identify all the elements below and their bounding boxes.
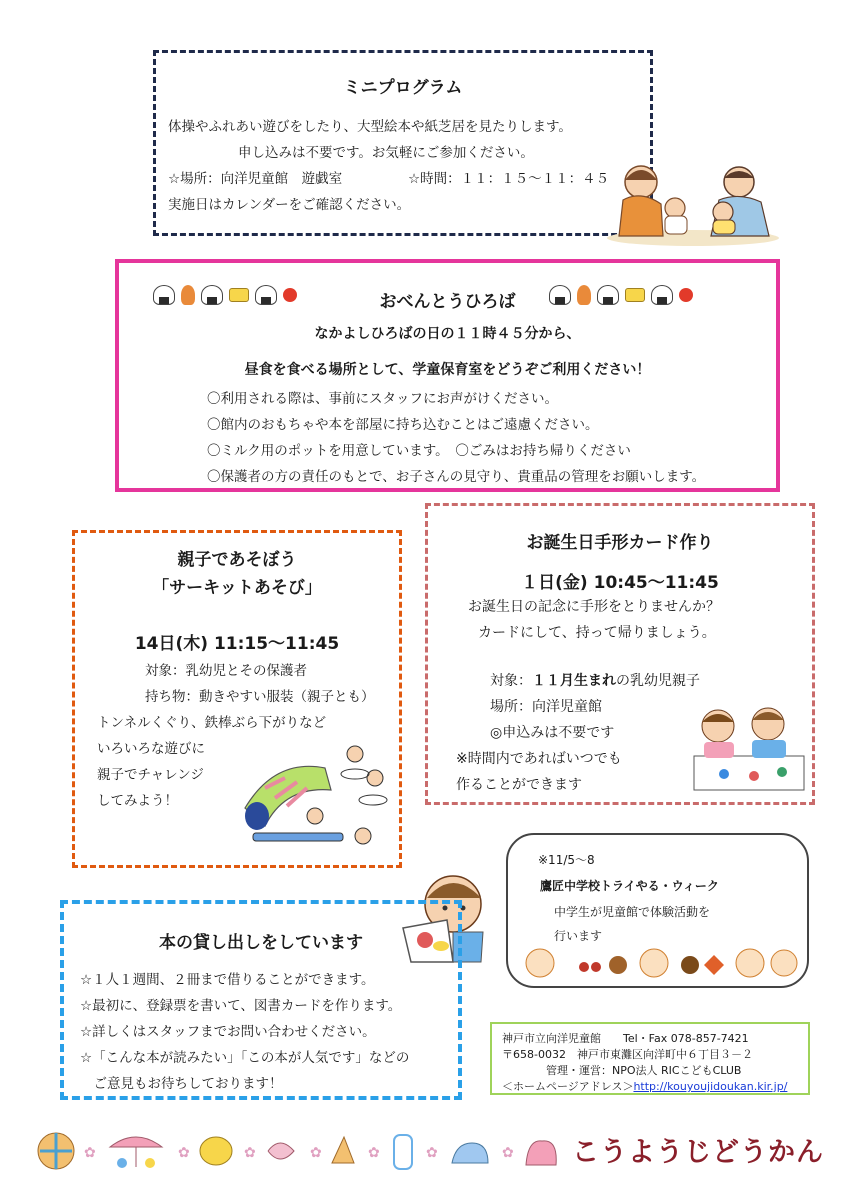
obento-item: 〇ミルク用のポットを用意しています。 〇ごみはお持ち帰りください [207, 443, 631, 459]
tryweek-desc1: 中学生が児童館で体験活動を [554, 905, 711, 919]
mini-program-line4: 実施日はカレンダーをご確認ください。 [168, 197, 411, 213]
obento-item: 〇館内のおもちゃや本を部屋に持ち込むことはご遠慮ください。 [207, 417, 599, 433]
birthday-note1: ※時間内であればいつでも [456, 751, 622, 767]
svg-text:✿: ✿ [426, 1145, 438, 1161]
svg-text:✿: ✿ [84, 1145, 96, 1161]
svg-text:✿: ✿ [178, 1145, 190, 1161]
birthday-target-bold: １１月生まれ [532, 673, 616, 689]
book-lending-item: ☆最初に、登録票を書いて、図書カードを作ります。 [80, 998, 402, 1014]
obento-box [115, 259, 780, 492]
obento-subtitle2: 昼食を食べる場所として、学童保育室をどうぞご利用ください！ [244, 362, 651, 378]
address-line2: 〒658-0032 神戸市東灘区向洋町中６丁目３－２ [502, 1048, 753, 1061]
oyako-target: 対象：乳幼児とその保護者 [145, 663, 307, 679]
homepage-label: ＜ホームページアドレス＞ [502, 1080, 634, 1093]
birthday-date: １日(金) 10:45～11:45 [521, 573, 719, 593]
baby-items-border [32, 1127, 562, 1175]
footer-title: こうようじどうかん [572, 1137, 824, 1168]
oyako-bring: 持ち物：動きやすい服装（親子とも） [145, 689, 375, 705]
onigiri-icon [651, 285, 673, 305]
handprint-kids-illustration [690, 704, 808, 794]
svg-text:✿: ✿ [244, 1145, 256, 1161]
birthday-target-prefix: 対象： [490, 673, 532, 689]
family-illustration [603, 160, 783, 248]
tryweek-box [506, 833, 809, 988]
obento-item: 〇保護者の方の責任のもとで、お子さんの見守り、貴重品の管理をお願いします。 [207, 469, 706, 485]
book-lending-item: ご意見もお待ちしております！ [80, 1076, 283, 1092]
birthday-target [490, 670, 700, 690]
book-lending-item: ☆１人１週間、２冊まで借りることができます。 [80, 972, 375, 988]
svg-text:✿: ✿ [310, 1145, 322, 1161]
oyako-desc: 親子でチャレンジ [97, 767, 204, 783]
birthday-title: お誕生日手形カード作り [526, 533, 714, 553]
address-line3: 管理・運営：NPO法人 RICこどもCLUB [546, 1064, 742, 1077]
oyako-title2: 「サーキットあそび」 [152, 578, 322, 598]
oyako-box [72, 530, 402, 868]
birthday-place: 場所：向洋児童館 [490, 699, 602, 715]
svg-text:✿: ✿ [502, 1145, 514, 1161]
book-lending-box [60, 900, 462, 1100]
address-box [490, 1022, 810, 1095]
obento-title: おべんとうひろば [379, 292, 516, 312]
homepage-link[interactable]: http://kouyoujidoukan.kir.jp/ [633, 1080, 788, 1093]
address-line4 [502, 1078, 787, 1094]
mini-program-time: ☆時間：１１：１５～１１：４５ [408, 171, 610, 187]
book-lending-item: ☆詳しくはスタッフまでお問い合わせください。 [80, 1024, 376, 1040]
oyako-desc: いろいろな遊びに [97, 741, 205, 757]
birthday-target-suffix: の乳幼児親子 [616, 673, 700, 689]
book-lending-item: ☆「こんな本が読みたい」「この本が人気です」などの [80, 1050, 410, 1066]
tryweek-title: 鷹匠中学校トライやる・ウィーク [540, 879, 719, 893]
obento-item: 〇利用される際は、事前にスタッフにお声がけください。 [207, 391, 558, 407]
onigiri-icon [597, 285, 619, 305]
mini-program-line1: 体操やふれあい遊びをしたり、大型絵本や紙芝居を見たりします。 [168, 119, 572, 135]
oyako-title1: 親子であそぼう [177, 550, 297, 570]
shrimp-icon [577, 285, 591, 305]
circuit-play-illustration [235, 738, 395, 863]
birthday-box [425, 503, 815, 805]
tryweek-date: ※11/5～8 [538, 853, 595, 867]
svg-text:✿: ✿ [368, 1145, 380, 1161]
tamagoyaki-icon [625, 288, 645, 302]
birthday-apply: ◎申込みは不要です [490, 725, 615, 741]
oyako-date: 14日(木) 11:15～11:45 [134, 634, 340, 654]
mini-program-box [153, 50, 653, 236]
address-line1: 神戸市立向洋児童館 Tel・Fax 078-857-7421 [502, 1032, 749, 1045]
birthday-note2: 作ることができます [456, 777, 582, 793]
book-lending-title: 本の貸し出しをしています [159, 933, 363, 953]
autumn-kids-icons [518, 945, 800, 981]
tryweek-desc2: 行います [554, 929, 603, 943]
oyako-desc: トンネルくぐり、鉄棒ぶら下がりなど [97, 715, 327, 731]
mini-program-title: ミニプログラム [343, 78, 463, 98]
obento-subtitle1: なかよしひろばの日の１１時４５分から、 [314, 326, 581, 342]
mini-program-line2: 申し込みは不要です。お気軽にご参加ください。 [238, 145, 534, 161]
obento-icons-right [549, 285, 693, 305]
tomato-icon [679, 288, 693, 302]
onigiri-icon [549, 285, 571, 305]
birthday-desc1: お誕生日の記念に手形をとりませんか？ [468, 599, 720, 615]
birthday-desc2: カードにして、持って帰りましょう。 [478, 625, 716, 641]
mini-program-place: ☆場所：向洋児童館 遊戯室 [168, 171, 343, 187]
oyako-desc: してみよう！ [97, 793, 178, 809]
